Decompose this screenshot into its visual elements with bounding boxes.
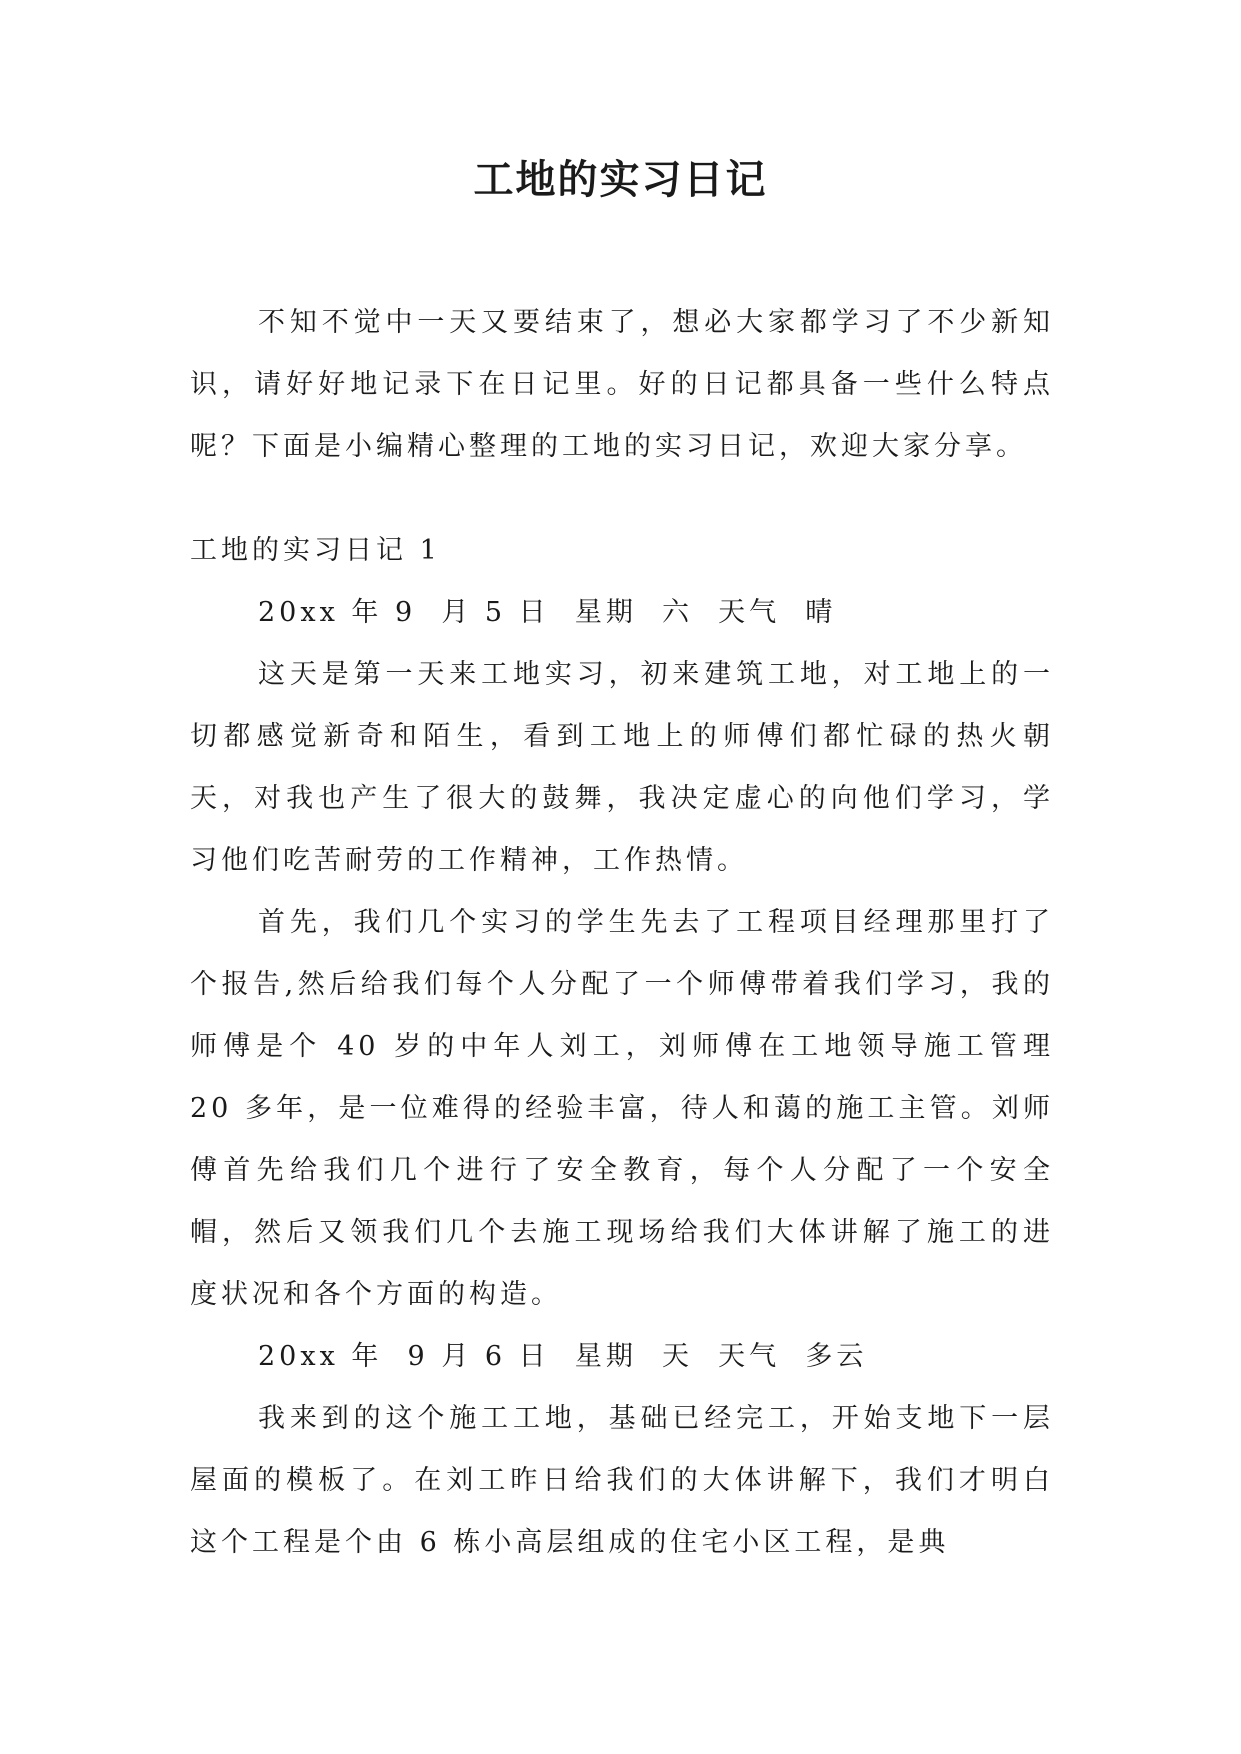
intro-paragraph: 不知不觉中一天又要结束了，想必大家都学习了不少新知识，请好好地记录下在日记里。好的日记都具备一些什么特点呢？下面是小编精心整理的工地的实习日记，欢迎大家分享。 (190, 307, 1054, 462)
section-heading: 工地的实习日记 1 (190, 535, 441, 566)
document-body (190, 292, 1054, 1574)
entry-date-line: 20xx 年 9 月 6 日 星期 天 天气 多云 (258, 1341, 868, 1372)
entry-paragraph: 我来到的这个施工工地，基础已经完工，开始支地下一层屋面的模板了。在刘工昨日给我们的大体讲解下，我们才明白这个工程是个由 6 栋小高层组成的住宅小区工程，是典 (190, 1403, 1054, 1558)
entry-paragraph: 首先，我们几个实习的学生先去了工程项目经理那里打了个报告,然后给我们每个人分配了一个师傅带着我们学习，我的师傅是个 40 岁的中年人刘工，刘师傅在工地领导施工管理 20 多年，是一位难得的经验丰富，待人和蔼的施工主管。刘师傅首先给我们几个进行了安全教育，每个人分配了一个安全帽，然后又领我们几个去施工现场给我们大体讲解了施工的进度状况和各个方面的构造。 (190, 907, 1054, 1310)
entry-date-line: 20xx 年 9 月 5 日 星期 六 天气 晴 (258, 597, 837, 628)
entry-paragraph: 这天是第一天来工地实习，初来建筑工地，对工地上的一切都感觉新奇和陌生，看到工地上的师傅们都忙碌的热火朝天，对我也产生了很大的鼓舞，我决定虚心的向他们学习，学习他们吃苦耐劳的工作精神，工作热情。 (190, 659, 1054, 876)
document-title: 工地的实习日记 (473, 156, 768, 203)
